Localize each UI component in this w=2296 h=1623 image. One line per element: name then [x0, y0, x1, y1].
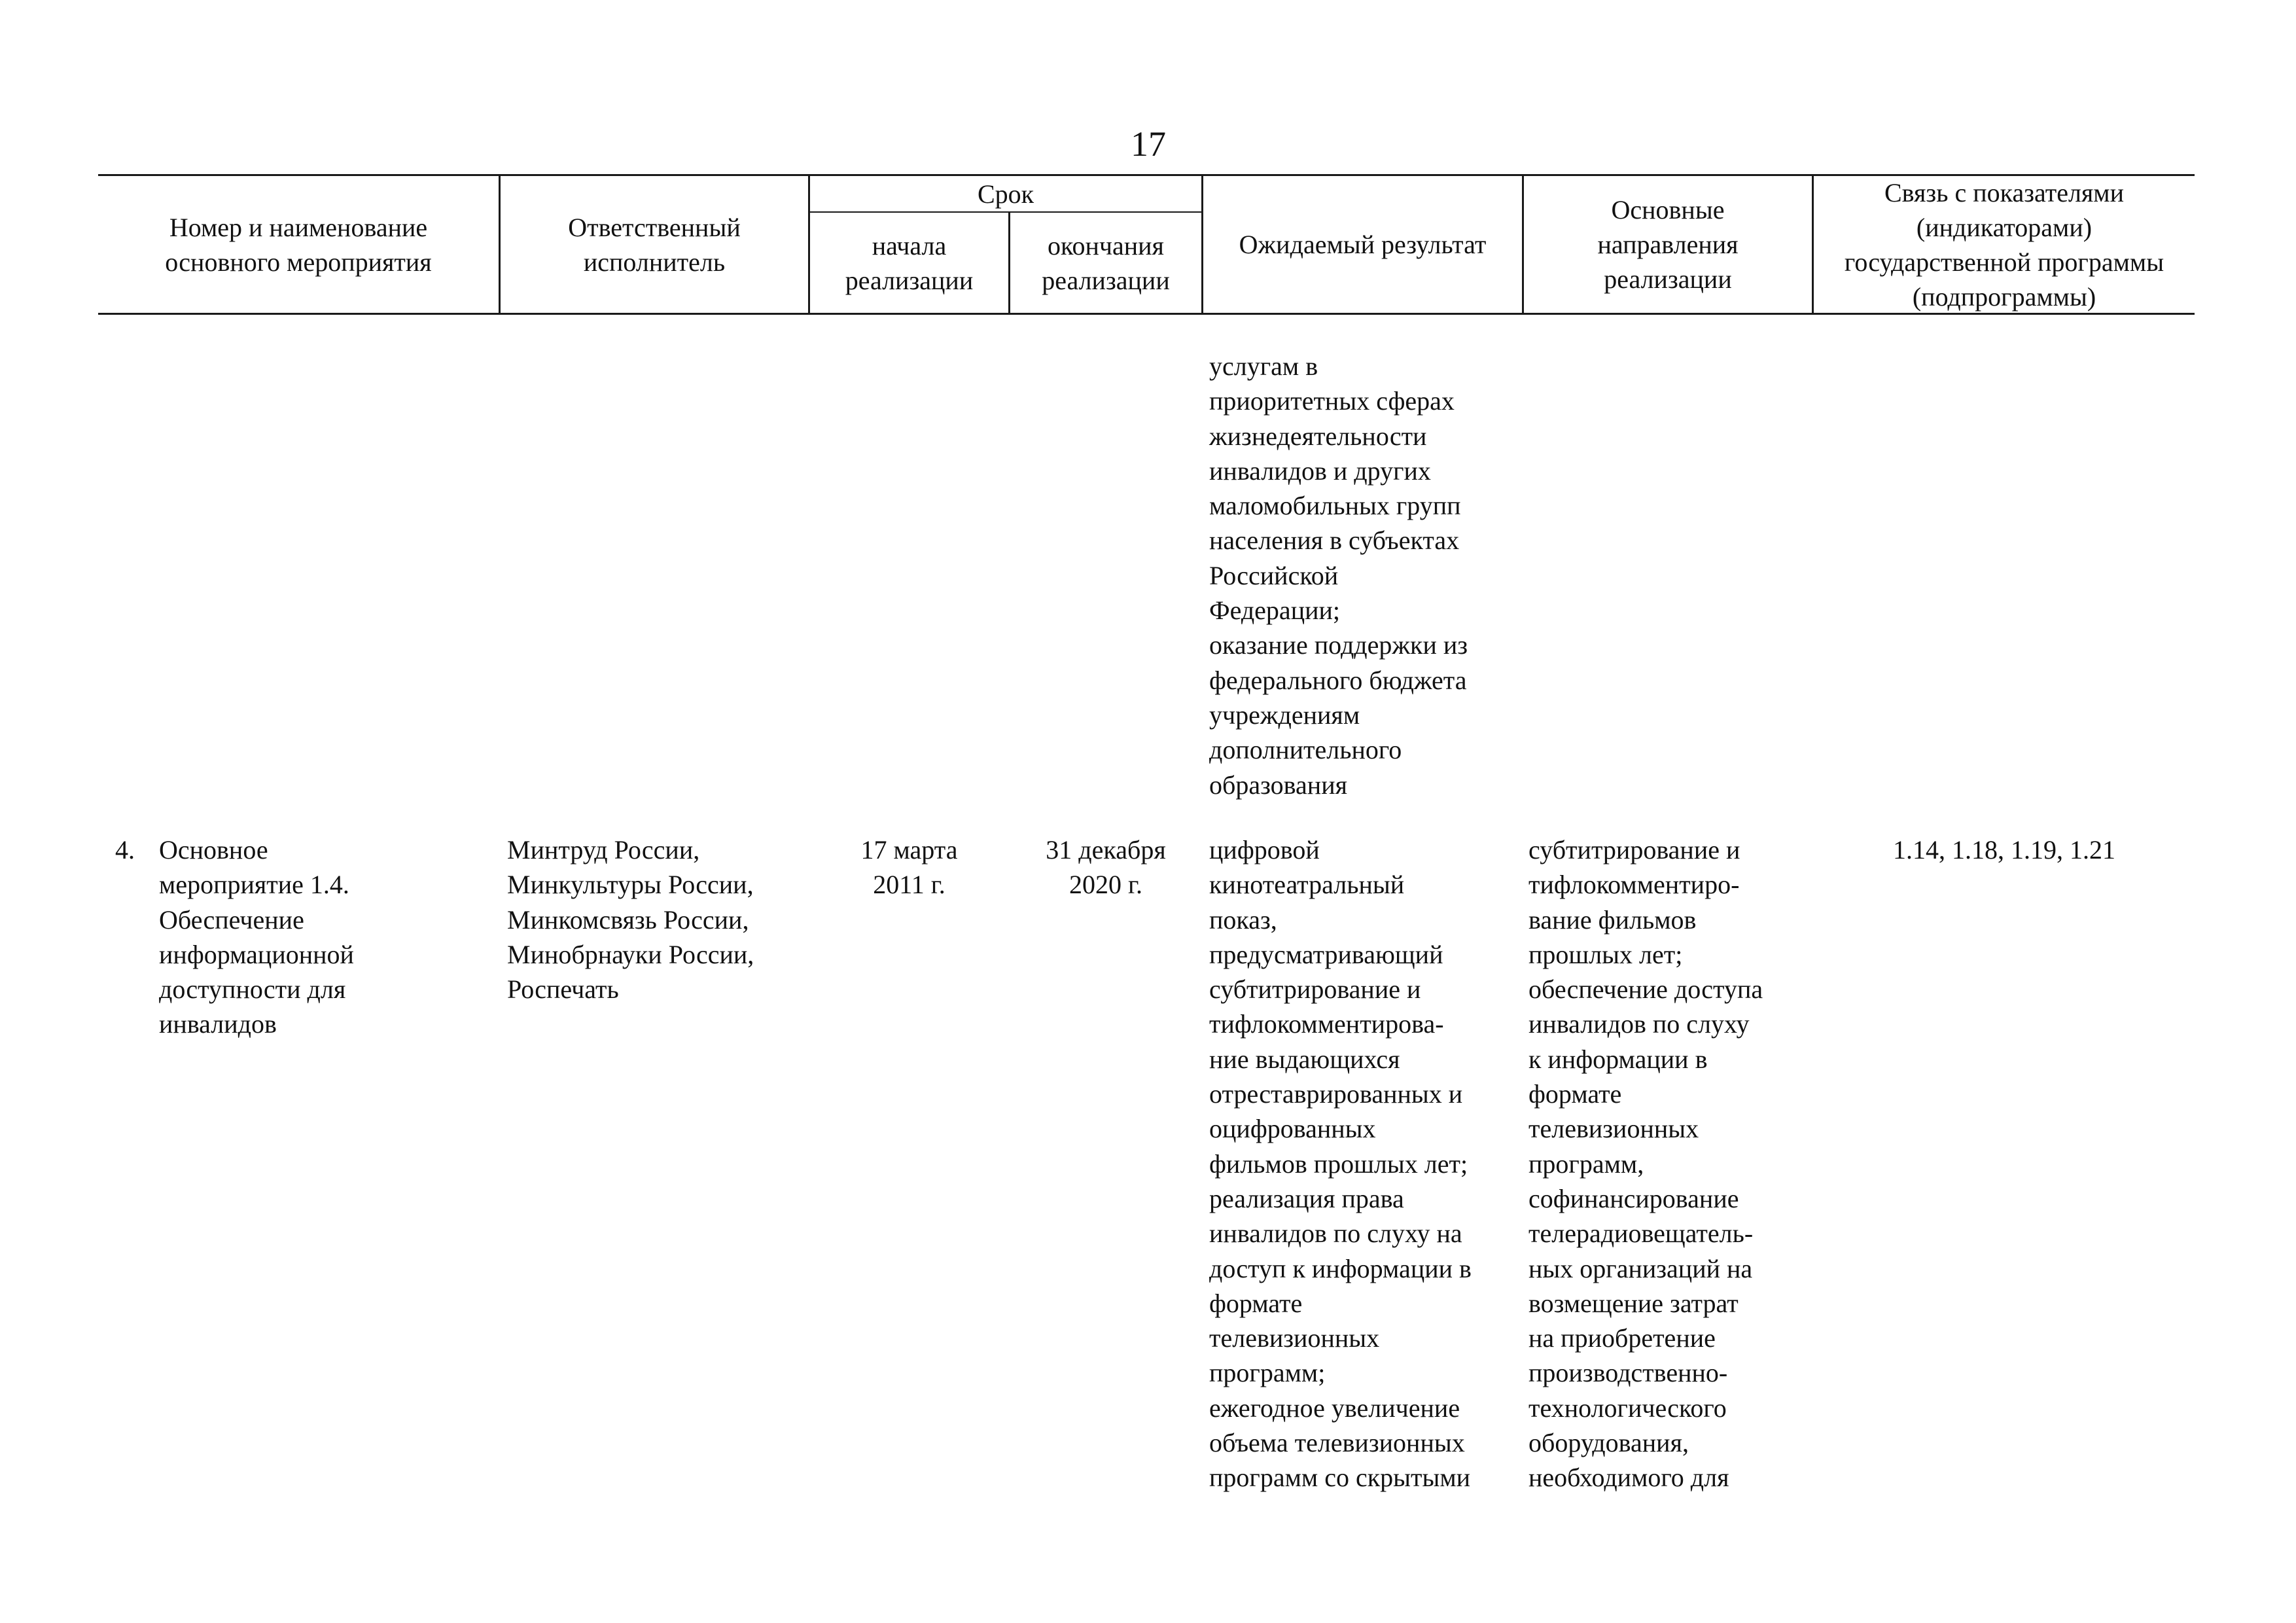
row-end: 31 декабря 2020 г.	[1046, 835, 1166, 900]
header-end: окончания реализации	[1042, 231, 1170, 295]
header-directions: Основные направления реализации	[1597, 195, 1739, 294]
header-result: Ожидаемый результат	[1239, 230, 1487, 259]
row-executor: Минтруд России, Минкультуры России, Минкомсвязь России, Минобрнауки России, Роспечать	[507, 835, 754, 1005]
header-term-divider	[808, 211, 1202, 213]
header-event: Номер и наименование основного мероприятия	[165, 212, 432, 277]
continuation-result: услугам в приоритетных сферах жизнедеятельности инвалидов и других маломобильных групп населения в субъектах Российской Федерации; оказание поддержки из федерального бюджета учреждениям дополнительного образования	[1209, 351, 1468, 800]
header-link: Связь с показателями (индикаторами) государственной программы (подпрограммы)	[1844, 177, 2164, 312]
row-link: 1.14, 1.18, 1.19, 1.21	[1893, 835, 2115, 865]
header-executor: Ответственный исполнитель	[568, 212, 741, 277]
row-event: Основное мероприятие 1.4. Обеспечение информационной доступности для инвалидов	[159, 835, 354, 1039]
row-directions: субтитрирование и тифлокомментиро- вание фильмов прошлых лет; обеспечение доступа инвалидов по слуху к информации в формате телевизионных программ, софинансирование телерадиовещатель- ных организаций на возмещение затрат на приобретение производственно- технологического оборудования, необходимого для	[1528, 835, 1763, 1493]
page-number: 17	[1131, 124, 1166, 164]
row-result: цифровой кинотеатральный показ, предусматривающий субтитрирование и тифлокомментирова- ние выдающихся отреставрированных и оцифрованных фильмов прошлых лет; реализация права инвалидов по слуху на доступ к информации в формате телевизионных программ; ежегодное увеличение объема телевизионных программ со скрытыми	[1209, 835, 1472, 1493]
header-start: начала реализации	[845, 231, 974, 295]
header-term: Срок	[977, 179, 1034, 209]
row-number: 4.	[115, 835, 135, 865]
row-start: 17 марта 2011 г.	[860, 835, 958, 900]
